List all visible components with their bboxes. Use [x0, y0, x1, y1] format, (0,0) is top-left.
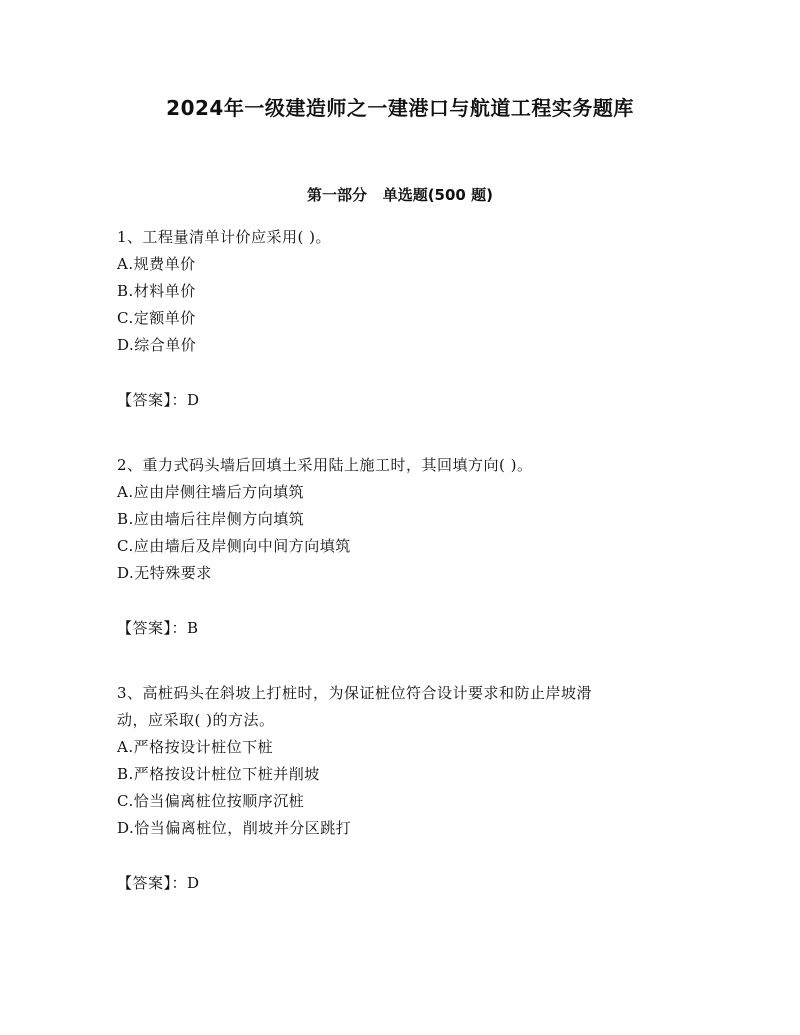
question-stem: 1、工程量清单计价应采用( )。	[117, 228, 332, 246]
option-b: B.材料单价	[117, 282, 196, 300]
option-d: D.综合单价	[117, 336, 197, 354]
option-a: A.规费单价	[117, 255, 196, 273]
answer-label: 【答案】：D	[117, 874, 200, 892]
section-heading: 第一部分 单选题(500 题)	[307, 186, 493, 204]
option-d: D.无特殊要求	[117, 564, 212, 582]
option-a: A.严格按设计桩位下桩	[117, 738, 274, 756]
question-stem-line-2: 动，应采取( )的方法。	[117, 711, 275, 729]
question-1	[117, 224, 707, 414]
option-b: B.应由墙后往岸侧方向填筑	[117, 510, 305, 528]
option-a: A.应由岸侧往墙后方向填筑	[117, 483, 305, 501]
question-stem: 2、重力式码头墙后回填土采用陆上施工时，其回填方向( )。	[117, 456, 533, 474]
question-3	[117, 680, 707, 897]
question-stem-line-1: 3、高桩码头在斜坡上打桩时，为保证桩位符合设计要求和防止岸坡滑	[117, 684, 593, 702]
option-c: C.应由墙后及岸侧向中间方向填筑	[117, 537, 351, 555]
page-title: 2024年一级建造师之一建港口与航道工程实务题库	[166, 96, 634, 120]
option-c: C.定额单价	[117, 309, 196, 327]
option-d: D.恰当偏离桩位，削坡并分区跳打	[117, 819, 352, 837]
answer-label: 【答案】：D	[117, 391, 200, 409]
answer-label: 【答案】：B	[117, 619, 199, 637]
option-b: B.严格按设计桩位下桩并削坡	[117, 765, 320, 783]
option-c: C.恰当偏离桩位按顺序沉桩	[117, 792, 305, 810]
question-list	[117, 224, 707, 897]
question-2	[117, 452, 707, 642]
